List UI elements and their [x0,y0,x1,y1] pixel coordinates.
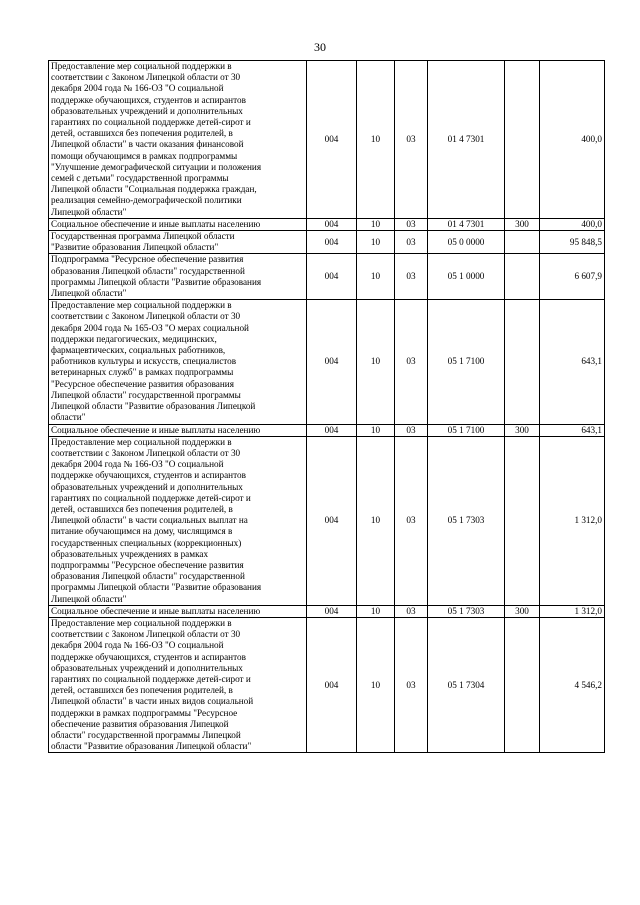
page-number: 30 [314,40,326,54]
ministry-code: 004 [307,436,357,605]
subsection-code: 03 [395,61,428,219]
amount: 95 848,5 [540,231,605,254]
target-article-code: 05 1 0000 [428,254,505,300]
amount: 643,1 [540,300,605,424]
expense-type-code [505,254,540,300]
section-code: 10 [357,218,395,230]
ministry-code: 004 [307,218,357,230]
section-code: 10 [357,231,395,254]
budget-table [48,60,605,753]
expense-type-code [505,617,540,752]
section-code: 10 [357,424,395,436]
ministry-code: 004 [307,231,357,254]
table-row [49,218,605,230]
table-row [49,231,605,254]
ministry-code: 004 [307,300,357,424]
row-description: Подпрограмма "Ресурсное обеспечение развития образования Липецкой области" государственной программы Липецкой области "Развитие образования Липецкой области" [49,254,307,300]
subsection-code: 03 [395,424,428,436]
row-description: Социальное обеспечение и иные выплаты населению [49,218,307,230]
section-code: 10 [357,300,395,424]
amount: 643,1 [540,424,605,436]
table-row [49,605,605,617]
table-row [49,436,605,605]
target-article-code: 01 4 7301 [428,61,505,219]
subsection-code: 03 [395,231,428,254]
subsection-code: 03 [395,254,428,300]
row-description: Социальное обеспечение и иные выплаты населению [49,605,307,617]
target-article-code: 05 0 0000 [428,231,505,254]
subsection-code: 03 [395,300,428,424]
row-description: Социальное обеспечение и иные выплаты населению [49,424,307,436]
subsection-code: 03 [395,218,428,230]
amount: 1 312,0 [540,436,605,605]
amount: 400,0 [540,218,605,230]
row-description: Предоставление мер социальной поддержки в соответствии с Законом Липецкой области от 30 декабря 2004 года № 165-ОЗ "О мерах социальной поддержки педагогических, медицинских, фармацевтических, социальных работников, работников культуры и искусств, специалистов ветеринарных служб" в рамках подпрограммы "Ресурсное обеспечение развития образования Липецкой области" государственной программы Липецкой области "Развитие образования Липецкой области" [49,300,307,424]
table-row [49,61,605,219]
target-article-code: 05 1 7303 [428,436,505,605]
expense-type-code: 300 [505,424,540,436]
table-row [49,300,605,424]
expense-type-code [505,436,540,605]
amount: 400,0 [540,61,605,219]
section-code: 10 [357,254,395,300]
table-row [49,424,605,436]
target-article-code: 05 1 7100 [428,300,505,424]
amount: 4 546,2 [540,617,605,752]
ministry-code: 004 [307,424,357,436]
section-code: 10 [357,61,395,219]
target-article-code: 05 1 7100 [428,424,505,436]
section-code: 10 [357,436,395,605]
target-article-code: 01 4 7301 [428,218,505,230]
target-article-code: 05 1 7304 [428,617,505,752]
subsection-code: 03 [395,617,428,752]
row-description: Предоставление мер социальной поддержки в соответствии с Законом Липецкой области от 30 декабря 2004 года № 166-ОЗ "О социальной поддержке обучающихся, студентов и аспирантов образовательных учреждений и дополнительных гарантиях по социальной поддержке детей-сирот и детей, оставшихся без попечения родителей, в Липецкой области" в части социальных выплат на питание обучающимся на дому, числящимся в государственных специальных (коррекционных) образовательных учреждениях в рамках подпрограммы "Ресурсное обеспечение развития образования Липецкой области" государственной программы Липецкой области "Развитие образования Липецкой области" [49,436,307,605]
subsection-code: 03 [395,605,428,617]
expense-type-code [505,300,540,424]
ministry-code: 004 [307,617,357,752]
section-code: 10 [357,605,395,617]
target-article-code: 05 1 7303 [428,605,505,617]
ministry-code: 004 [307,61,357,219]
section-code: 10 [357,617,395,752]
amount: 6 607,9 [540,254,605,300]
row-description: Предоставление мер социальной поддержки в соответствии с Законом Липецкой области от 30 декабря 2004 года № 166-ОЗ "О социальной поддержке обучающихся, студентов и аспирантов образовательных учреждений и дополнительных гарантиях по социальной поддержке детей-сирот и детей, оставшихся без попечения родителей, в Липецкой области" в части оказания финансовой помощи обучающимся в рамках подпрограммы "Улучшение демографической ситуации и положения семей с детьми" государственной программы Липецкой области "Социальная поддержка граждан, реализация семейно-демографической политики Липецкой области" [49,61,307,219]
subsection-code: 03 [395,436,428,605]
expense-type-code [505,61,540,219]
expense-type-code [505,231,540,254]
expense-type-code: 300 [505,218,540,230]
expense-type-code: 300 [505,605,540,617]
table-row [49,254,605,300]
row-description: Предоставление мер социальной поддержки в соответствии с Законом Липецкой области от 30 декабря 2004 года № 166-ОЗ "О социальной поддержке обучающихся, студентов и аспирантов образовательных учреждений и дополнительных гарантиях по социальной поддержке детей-сирот и детей, оставшихся без попечения родителей, в Липецкой области" в части иных видов социальной поддержки в рамках подпрограммы "Ресурсное обеспечение развития образования Липецкой области" государственной программы Липецкой области "Развитие образования Липецкой области" [49,617,307,752]
ministry-code: 004 [307,605,357,617]
ministry-code: 004 [307,254,357,300]
amount: 1 312,0 [540,605,605,617]
table-row [49,617,605,752]
row-description: Государственная программа Липецкой области "Развитие образования Липецкой области" [49,231,307,254]
